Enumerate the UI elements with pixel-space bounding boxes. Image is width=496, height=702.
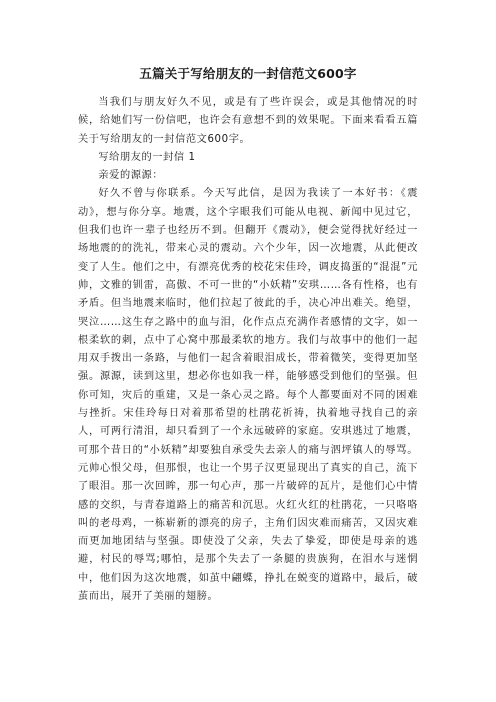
intro-paragraph: 当我们与朋友好久不见，或是有了些许误会，或是其他情况的时候，给她们写一份信吧，也许会有意想不到的效果呢。下面来看看五篇关于写给朋友的一封信范文600字。 xyxy=(78,97,418,145)
document-body xyxy=(78,94,418,606)
letter-heading: 写给朋友的一封信 1 xyxy=(98,151,196,163)
document-title: 五篇关于写给朋友的一封信范文600字 xyxy=(139,66,357,81)
letter-body-paragraph: 好久不曾与你联系。今天写此信，是因为我读了一本好书：《震动》，想与你分享。地震，这个字眼我们可能从电视、新闻中见过它，但我们也许一辈子也经历不到。但翻开《震动》，便会觉得扰好经过一场地震的的洗礼，带来心灵的震动。六个少年，因一次地震，从此便改变了人生。他们之中，有漂亮优秀的校花宋佳玲，调皮捣蛋的“混混”元帅，文雅的钏雷，高傲、不可一世的“小妖精”安琪……各有性格，也有矛盾。但当地震来临时，他们拉起了彼此的手，决心冲出难关。绝望，哭泣……这生存之路中的血与泪，化作点点充满作者感情的文字，如一根柔软的刺，点中了心窝中那最柔软的地方。我们与故事中的他们一起用双手拨出一条路，与他们一起含着眼泪成长，带着微笑，变得更加坚强。源源，读到这里，想必你也如我一样，能够感受到他们的坚强。但你可知，灾后的重建，又是一条心灵之路。每个人都要面对不同的困难与挫折。宋佳玲每日对着那希望的杜鹃花祈祷，执着地寻找自己的亲人，可两行清泪，却只看到了一个永远破碎的家庭。安琪逃过了地震，可那个昔日的“小妖精”却要独自承受失去亲人的痛与泗坪镇人的辱骂。元帅心恨父母，但那恨，也让一个男子汉更显现出了真实的自己，流下了眼泪。那一次回眸，那一句心声，那一片破碎的瓦片，是他们心中情感的交织，与青春道路上的痛苦和沉思。火红火红的杜鹃花，一只咯咯叫的老母鸡，一栋崭新的漂亮的房子，主角们因灾难而痛苦，又因灾难而更加地团结与坚强。即使没了父亲，失去了挚爱，即使是母亲的逃避，村民的辱骂;哪怕，是那个失去了一条腿的贵族狗，在泪水与迷惘中，他们因为这次地震，如茧中翩蝶，挣扎在蜕变的道路中，最后，破茧而出，展开了美丽的翅膀。 xyxy=(78,188,418,603)
letter-salutation: 亲爱的源源： xyxy=(98,170,164,182)
